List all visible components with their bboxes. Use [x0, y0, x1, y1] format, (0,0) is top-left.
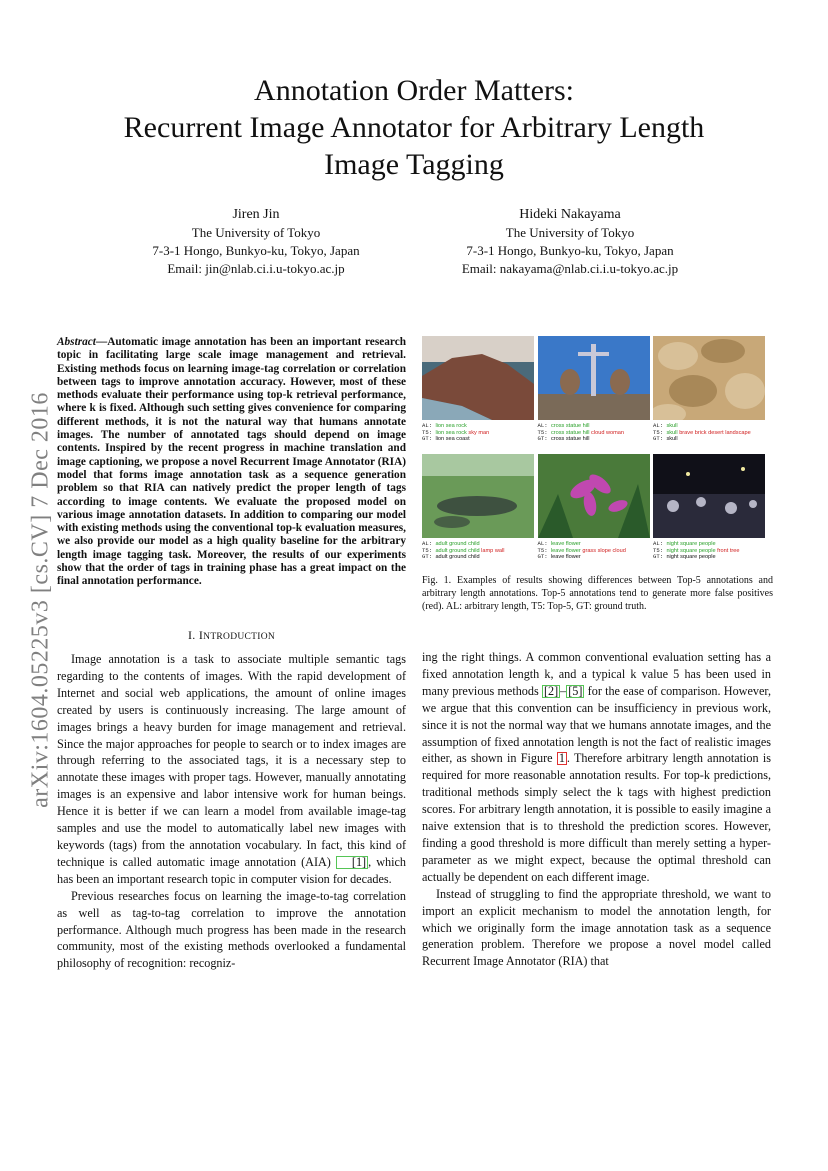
text-run: Image annotation is a task to associate multiple semantic tags regarding to the contents of images. With the rapid development of Internet and social web applications, the amount of online images created by users is continuously increasing. The large amount of images brings a heavy burden for image management and retrieval. Since the major approaches for people to search or to index images are through referring to the associated tags, it is a necessary step to annotate these images with proper tags. However, manually annotating images is an expensive and labor intensive work for human beings. Hence it is better if we can learn a model from available image-tag samples and use the model to automatically label new images with keywords (tags) from the annotation vocabulary. In fact, this kind of technique is called automatic image annotation (AIA): [57, 652, 406, 869]
panel-photo-graphic: [653, 454, 765, 538]
t5-false-tags: sky man: [466, 429, 490, 436]
t5-label: T5:: [537, 546, 551, 554]
t5-correct-tags: leave flower: [550, 547, 581, 554]
author-email[interactable]: Email: nakayama@nlab.ci.i.u-tokyo.ac.jp: [461, 261, 679, 276]
section-heading: [57, 628, 406, 643]
gt-tags: skull: [666, 436, 678, 443]
citation-link[interactable]: [5]: [568, 683, 583, 698]
panel-annotations: [653, 423, 765, 443]
t5-label: T5:: [653, 546, 667, 554]
t5-false-tags: grass slope cloud: [580, 547, 626, 554]
gt-tags: adult ground child: [435, 554, 480, 561]
figure-link[interactable]: 1: [558, 751, 565, 766]
al-tags: lion sea rock: [435, 423, 467, 429]
text-run: for the ease of comparison. However, we argue that this convention can be insufficiency in previous work, since it is not the normal way that we humans annotate images, and the assumption of fixed annotation length is not the fact of realistic images either, as shown in Figure: [422, 683, 771, 766]
gt-label: GT:: [653, 553, 667, 561]
al-label: AL:: [653, 540, 667, 547]
panel-photo-graphic: [422, 454, 534, 538]
section-number: I.: [187, 628, 196, 642]
t5-label: T5:: [422, 546, 436, 554]
citation-link[interactable]: [1]: [336, 856, 368, 869]
author-affiliation: The University of Tokyo: [505, 225, 635, 240]
al-tags: leave flower: [550, 541, 581, 547]
gt-label: GT:: [422, 553, 436, 561]
citation-link[interactable]: [2]: [543, 683, 559, 698]
al-label: AL:: [422, 422, 436, 429]
panel-annotations: [538, 423, 650, 443]
al-label: AL:: [537, 422, 551, 429]
t5-correct-tags: night square people: [666, 547, 716, 554]
gt-tags: lion sea coast: [435, 436, 470, 443]
panel-annotations: [653, 541, 765, 561]
t5-false-tags: brave brick desert landscape: [677, 429, 751, 436]
panel-photo-graphic: [653, 336, 765, 420]
figure-caption: Fig. 1. Examples of results showing differences between Top-5 annotations and arbitrary length annotations. Top-5 annotations tend to generate more false positives (red). AL: arbitrary length, T5: Top-5, GT: ground truth.: [422, 575, 773, 612]
intro-paragraph-4: Instead of struggling to find the appropriate threshold, we want to import an explicit mechanism to model the annotation length, for which we originally form the image annotation task as a sequence generation problem. Therefore we propose a novel model called Recurrent Image Annotator (RIA) that: [422, 886, 771, 969]
gt-tags: leave flower: [550, 554, 581, 561]
panel-photo-graphic: [538, 454, 650, 538]
panel-photo-graphic: [422, 336, 534, 420]
t5-false-tags: cloud woman: [589, 429, 625, 436]
author-address: 7-3-1 Hongo, Bunkyo-ku, Tokyo, Japan: [152, 243, 360, 258]
panel-photo: [422, 336, 534, 420]
intro-right-column: [422, 649, 771, 970]
author-name: Hideki Nakayama: [519, 207, 621, 222]
author-email[interactable]: Email: jin@nlab.ci.i.u-tokyo.ac.jp: [167, 261, 345, 276]
al-label: AL:: [537, 540, 551, 547]
gt-label: GT:: [537, 435, 551, 443]
t5-label: T5:: [653, 428, 667, 436]
author-block-1: [106, 206, 406, 278]
abstract: [57, 336, 406, 589]
text-run: , which has been an important research topic in computer vision for decades.: [57, 854, 406, 886]
t5-correct-tags: skull: [666, 429, 678, 436]
abstract-lead: Abstract: [57, 336, 96, 348]
gt-label: GT:: [537, 553, 551, 561]
panel-annotations: [422, 423, 534, 443]
panel-photo: [422, 454, 534, 538]
intro-left-column: [57, 651, 406, 972]
t5-correct-tags: lion sea rock: [435, 429, 467, 436]
t5-label: T5:: [422, 428, 436, 436]
intro-paragraph-3: [422, 649, 771, 886]
al-label: AL:: [653, 422, 667, 429]
abstract-text: —Automatic image annotation has been an important research topic in facilitating large scale image management and retrieval. Existing methods focus on learning image-tag correlation or correlation between tags to improve annotation accuracy. However, most of these methods evaluate their performance using top-k retrieval performance, where k is fixed. Although such setting gives convenience for comparing different methods, it is not the natural way that humans annotate images. The number of annotated tags should depend on image contents. Inspired by the recent progress in machine translation and image captioning, we propose a novel Recurrent Image Annotator (RIA) model that forms image annotation task as a sequence generation problem so that RIA can natively predict the proper length of tags according to image contents. We evaluate the proposed model on various image annotation datasets. In addition to comparing our model with existing methods using the conventional top-k evaluation measures, we also provide our model as a high quality baseline for the arbitrary length image tagging task. Moreover, the results of our experiments show that the order of tags in training phase has a great impact on the final annotation performance.: [57, 336, 406, 588]
al-label: AL:: [422, 540, 436, 547]
panel-photo-graphic: [538, 336, 650, 420]
gt-tags: night square people: [666, 554, 716, 561]
author-affiliation: The University of Tokyo: [191, 225, 321, 240]
title-line-2: Recurrent Image Annotator for Arbitrary Length: [123, 111, 705, 144]
author-address: 7-3-1 Hongo, Bunkyo-ku, Tokyo, Japan: [466, 243, 674, 258]
gt-label: GT:: [422, 435, 436, 443]
text-run: . Therefore arbitrary length annotation is required for more reasonable annotation results. For top-k predictions, traditional methods simply select the k tags with highest prediction scores. For arbitrary length annotation, it is possible to easily imagine a naive extension that is to threshold the prediction scores. However, finding a good threshold is more difficult than merely setting a hyper-parameter as we might expect, because the optimal threshold can actually be dependent on each different image.: [422, 751, 771, 884]
panel-photo: [653, 336, 765, 420]
t5-correct-tags: adult ground child: [435, 547, 480, 554]
author-name: Jiren Jin: [232, 207, 280, 222]
arxiv-stamp: [21, 360, 61, 840]
intro-paragraph-1: [57, 651, 406, 888]
t5-false-tags: front tree: [715, 547, 740, 554]
gt-label: GT:: [653, 435, 667, 443]
panel-annotations: [538, 541, 650, 561]
text-run: –: [560, 683, 567, 698]
section-title: INTRODUCTION: [198, 628, 276, 642]
figure-1: [422, 336, 765, 570]
al-tags: adult ground child: [435, 541, 480, 547]
al-tags: skull: [666, 423, 678, 429]
intro-paragraph-2: Previous researches focus on learning the image-to-tag correlation as well as tag-to-tag correlation to improve the annotation performance. Although much progress has been made in the research community, most of the existing methods overlooked a fundamental philosophy of recognition: recogniz-: [57, 888, 406, 971]
t5-correct-tags: cross statue hill: [550, 429, 590, 436]
panel-photo: [653, 454, 765, 538]
arxiv-id: arXiv:1604.05225v3 [cs.CV] 7 Dec 2016: [27, 392, 54, 808]
al-tags: cross statue hill: [550, 423, 590, 429]
panel-photo: [538, 336, 650, 420]
text-run: ing the right things. A common conventional evaluation setting has a fixed annotation length k, and a typical k value 5 has been used in many previous methods: [422, 650, 771, 698]
t5-label: T5:: [537, 428, 551, 436]
panel-photo: [538, 454, 650, 538]
gt-tags: cross statue hill: [550, 436, 590, 443]
t5-false-tags: lamp wall: [479, 547, 505, 554]
title-line-1: Annotation Order Matters:: [254, 74, 574, 107]
author-block-2: [420, 206, 720, 278]
paper-title: [60, 72, 768, 183]
panel-annotations: [422, 541, 534, 561]
title-line-3: Image Tagging: [324, 148, 504, 181]
al-tags: night square people: [666, 541, 716, 547]
